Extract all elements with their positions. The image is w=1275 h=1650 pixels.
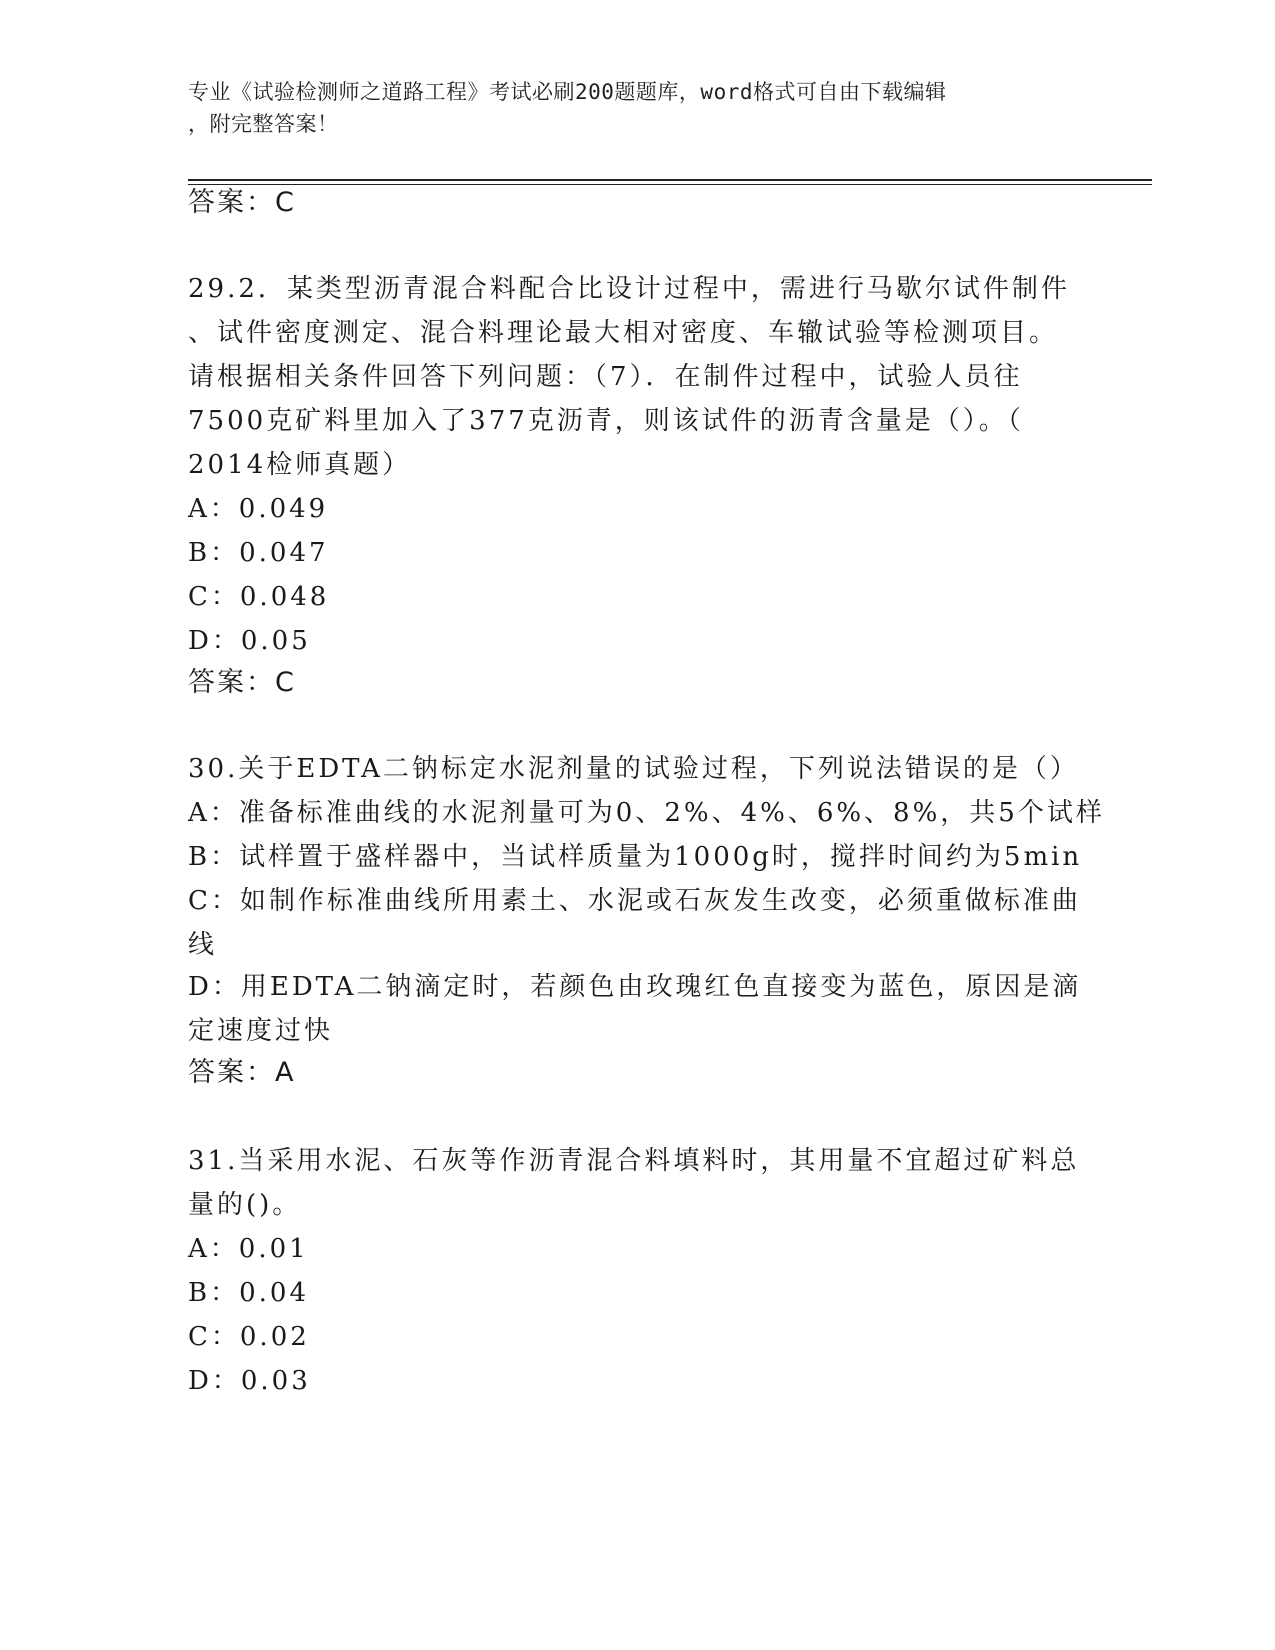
question-31-option-c: C：0.02: [188, 1322, 310, 1352]
question-30-option-c: C：如制作标准曲线所用素土、水泥或石灰发生改变，必须重做标准曲: [188, 886, 1081, 916]
question-29-line: 请根据相关条件回答下列问题：（7）．在制件过程中，试验人员往: [188, 362, 1023, 392]
question-31-option-b: B：0.04: [188, 1278, 309, 1308]
question-31-option-d: D：0.03: [188, 1366, 311, 1396]
question-31-line: 量的()。: [188, 1190, 302, 1220]
header-divider-thick: [188, 179, 1152, 181]
answer-28: 答案：C: [188, 187, 296, 218]
document-header: [188, 76, 1068, 140]
question-29-line: 2014检师真题）: [188, 450, 412, 480]
question-29-option-c: C：0.048: [188, 582, 330, 612]
header-line-2: ，附完整答案！: [188, 112, 339, 136]
answer-30: 答案：A: [188, 1057, 296, 1088]
question-30-line: 30.关于EDTA二钠标定水泥剂量的试验过程，下列说法错误的是（）: [188, 754, 1079, 784]
header-line-1: 专业《试验检测师之道路工程》考试必刷200题题库，word格式可自由下载编辑: [188, 80, 947, 104]
question-30-option-d-cont: 定速度过快: [188, 1016, 334, 1046]
question-31-option-a: A：0.01: [188, 1234, 309, 1264]
question-29-line: 、试件密度测定、混合料理论最大相对密度、车辙试验等检测项目。: [188, 318, 1059, 348]
question-30-option-a: A：准备标准曲线的水泥剂量可为0、2%、4%、6%、8%，共5个试样: [188, 798, 1105, 828]
question-29-option-b: B：0.047: [188, 538, 329, 568]
question-29-line: 7500克矿料里加入了377克沥青，则该试件的沥青含量是（）。（: [188, 406, 1024, 436]
question-30-option-b: B：试样置于盛样器中，当试样质量为1000g时，搅拌时间约为5min: [188, 842, 1083, 872]
question-30-option-d: D：用EDTA二钠滴定时，若颜色由玫瑰红色直接变为蓝色，原因是滴: [188, 972, 1082, 1002]
header-divider-thin: [188, 184, 1152, 185]
question-29-option-d: D：0.05: [188, 626, 311, 656]
question-30-option-c-cont: 线: [188, 930, 218, 960]
answer-29: 答案：C: [188, 667, 296, 698]
question-29-option-a: A：0.049: [188, 494, 329, 524]
question-29-line: 29.2．某类型沥青混合料配合比设计过程中，需进行马歇尔试件制件: [188, 274, 1070, 304]
question-31-line: 31.当采用水泥、石灰等作沥青混合料填料时，其用量不宜超过矿料总: [188, 1146, 1080, 1176]
